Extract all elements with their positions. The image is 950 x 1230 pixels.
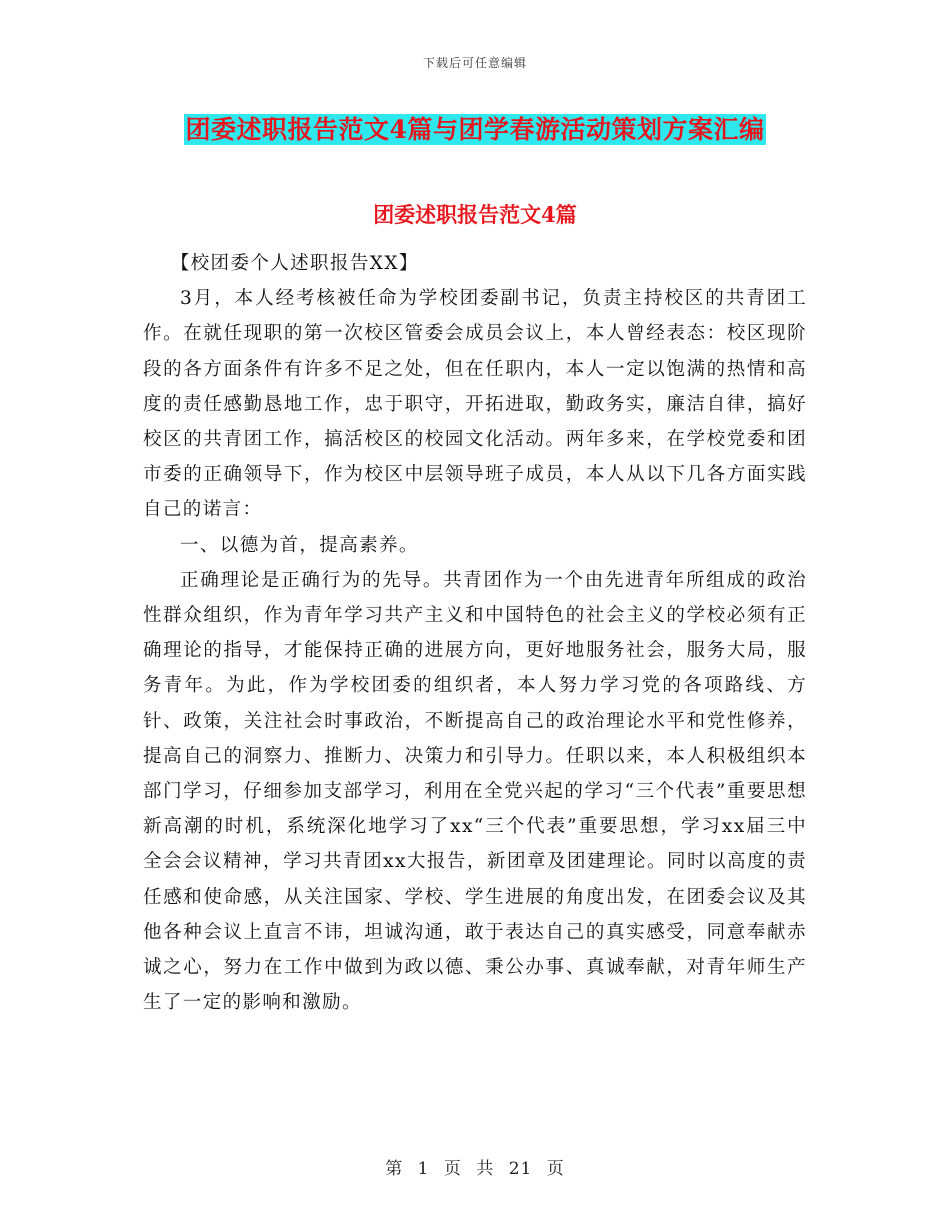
- footer-page-total: 21: [508, 1159, 533, 1179]
- main-title-highlight: 团委述职报告范文4篇与团学春游活动策划方案汇编: [185, 115, 765, 144]
- footer-label-ye: 页: [443, 1159, 462, 1179]
- document-main-title: [0, 112, 950, 148]
- page-header-note: 下载后可任意编辑: [422, 56, 527, 70]
- footer-label-ye2: 页: [546, 1159, 565, 1179]
- document-body: [143, 246, 807, 1020]
- document-sub-title: 团委述职报告范文4篇: [373, 202, 577, 227]
- body-paragraph: 3月，本人经考核被任命为学校团委副书记，负责主持校区的共青团工作。在就任现职的第一次校区管委会成员会议上，本人曾经表态：校区现阶段的各方面条件有许多不足之处，但在任职内，本人一定以饱满的热情和高度的责任感勤恳地工作，忠于职守，开拓进取，勤政务实，廉洁自律，搞好校区的共青团工作，搞活校区的校园文化活动。两年多来，在学校党委和团市委的正确领导下，作为校区中层领导班子成员，本人从以下几各方面实践自己的诺言：: [143, 288, 807, 521]
- footer-label-di: 第: [385, 1159, 404, 1179]
- body-paragraph: 正确理论是正确行为的先导。共青团作为一个由先进青年所组成的政治性群众组织，作为青年学习共产主义和中国特色的社会主义的学校必须有正确理论的指导，才能保持正确的进展方向，更好地服务社会，服务大局，服务青年。为此，作为学校团委的组织者，本人努力学习党的各项路线、方针、政策，关注社会时事政治，不断提高自己的政治理论水平和党性修养，提高自己的洞察力、推断力、决策力和引导力。任职以来，本人积极组织本部门学习，仔细参加支部学习，利用在全党兴起的学习“三个代表”重要思想新高潮的时机，系统深化地学习了xx“三个代表”重要思想，学习xx届三中全会会议精神，学习共青团xx大报告，新团章及团建理论。同时以高度的责任感和使命感，从关注国家、学校、学生进展的角度出发，在团委会议及其他各种会议上直言不讳，坦诚沟通，敢于表达自己的真实感受，同意奉献赤诚之心，努力在工作中做到为政以德、秉公办事、真诚奉献，对青年师生产生了一定的影响和激励。: [143, 569, 807, 1014]
- section-tag: 【校团委个人述职报告XX】: [170, 253, 419, 274]
- page-footer: [0, 1154, 950, 1179]
- footer-page-current: 1: [417, 1159, 430, 1179]
- footer-label-gong: 共: [476, 1159, 495, 1179]
- body-paragraph-heading: 一、以德为首，提高素养。: [180, 534, 419, 556]
